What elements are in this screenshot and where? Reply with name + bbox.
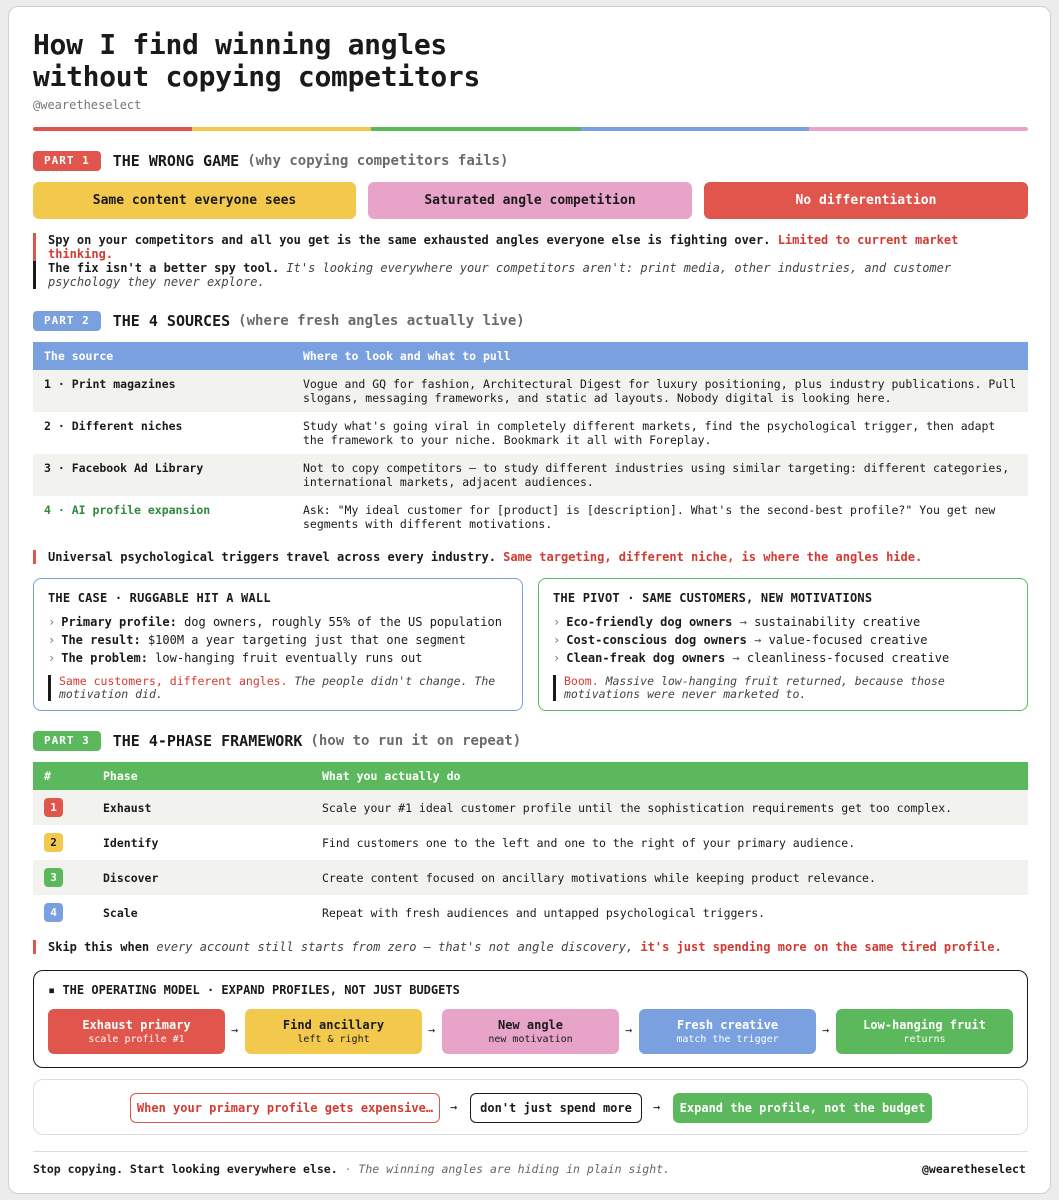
phase-number-badge: 4: [44, 903, 63, 922]
list-item: › Clean-freak dog owners → cleanliness-focused creative: [553, 651, 950, 665]
title-line-1: How I find winning angles: [33, 28, 447, 61]
phase-name: Scale: [103, 905, 138, 920]
sources-table-wrap: [33, 342, 1028, 538]
step-find-ancillary: Find ancillary left & right: [245, 1009, 422, 1054]
list-item: › Primary profile: dog owners, roughly 55% of the US population: [48, 615, 502, 629]
table-row: [33, 895, 1028, 930]
operating-model-title: ▪ THE OPERATING MODEL · EXPAND PROFILES, NOT JUST BUDGETS: [48, 983, 460, 997]
source-desc: Not to copy competitors — to study different industries using similar targeting: different categories, international markets, adjacent audiences.: [292, 454, 1028, 496]
source-name: 2 · Different niches: [44, 419, 183, 433]
pivot-box: [538, 578, 1028, 711]
phase-desc: Scale your #1 ideal customer profile until the sophistication requirements get too complex.: [311, 790, 1028, 825]
sources-col-source: The source: [44, 349, 114, 363]
step-fresh-creative: Fresh creative match the trigger: [639, 1009, 816, 1054]
phase-name: Discover: [92, 860, 311, 895]
fix-callout-italic: It's looking everywhere your competitors aren't: print media, other industries, and customer psychology they never explore.: [48, 261, 952, 289]
phase-desc: Repeat with fresh audiences and untapped psychological triggers.: [322, 905, 766, 920]
color-bar-green: [371, 127, 581, 131]
part1-pill: PART 1: [33, 151, 101, 171]
phases-col-what: What you actually do: [322, 769, 461, 783]
part1-callout: [33, 233, 1028, 261]
color-bar-yellow: [192, 127, 371, 131]
phase-desc: Create content focused on ancillary motivations while keeping product relevance.: [311, 860, 1028, 895]
problem-box-saturated: Saturated angle competition: [368, 182, 692, 219]
sources-table: [33, 342, 1028, 538]
pivot-quote: Boom. Massive low-hanging fruit returned, because those motivations were never marketed to.: [553, 675, 1013, 701]
flow-box-expand: Expand the profile, not the budget: [673, 1093, 932, 1123]
table-row: [33, 825, 1028, 860]
flow-box-expensive: When your primary profile gets expensive…: [130, 1093, 440, 1123]
color-bar: [33, 127, 1028, 131]
case-title: THE CASE · RUGGABLE HIT A WALL: [48, 591, 271, 605]
table-row: [33, 370, 1028, 412]
part2-pill: PART 2: [33, 311, 101, 331]
problem-box-no-differentiation: No differentiation: [704, 182, 1028, 219]
skip-callout: Skip this when every account still starts from zero — that's not angle discovery, it's just spending more on the same tired profile.: [33, 940, 1028, 954]
flow-box-dont-spend: don't just spend more: [470, 1093, 642, 1123]
table-row: [33, 860, 1028, 895]
list-item: › The result: $100M a year targeting just that one segment: [48, 633, 466, 647]
part1-header: [33, 150, 508, 172]
step-exhaust-primary: Exhaust primary scale profile #1: [48, 1009, 225, 1054]
page-title: [33, 29, 480, 93]
part2-title: THE 4 SOURCES: [112, 312, 231, 330]
part2-subtitle: (where fresh angles actually live): [238, 313, 525, 329]
part1-fix-callout: [33, 261, 1028, 289]
title-line-2: without copying competitors: [33, 60, 481, 93]
part2-callout-red: Same targeting, different niche, is where the angles hide.: [503, 550, 923, 564]
arrow-icon: →: [450, 1100, 458, 1114]
part1-title: THE WRONG GAME: [112, 152, 240, 170]
phase-number-badge: 1: [44, 798, 63, 817]
part2-callout-text: Universal psychological triggers travel across every industry.: [48, 550, 496, 564]
phases-col-phase: Phase: [103, 769, 138, 783]
footer-text: Stop copying. Start looking everywhere else. · The winning angles are hiding in plain sight.: [33, 1162, 670, 1176]
step-new-angle: New angle new motivation: [442, 1009, 619, 1054]
sources-header-row: [33, 342, 1028, 370]
part2-callout: [33, 550, 1028, 564]
table-row: [33, 496, 1028, 538]
color-bar-pink: [809, 127, 1028, 131]
list-item: › Eco-friendly dog owners → sustainability creative: [553, 615, 921, 629]
source-name: 1 · Print magazines: [33, 370, 292, 412]
part1-callout-red: Limited to current market thinking.: [48, 233, 959, 261]
summary-flow: [33, 1079, 1028, 1135]
color-bar-red: [33, 127, 192, 131]
pivot-title: THE PIVOT · SAME CUSTOMERS, NEW MOTIVATIONS: [553, 591, 873, 605]
phases-col-num: #: [44, 769, 51, 783]
case-box: [33, 578, 523, 711]
author-handle: @wearetheselect: [33, 98, 142, 112]
source-name: 4 · AI profile expansion: [44, 503, 211, 517]
table-row: [33, 412, 1028, 454]
phases-table: [33, 762, 1028, 930]
arrow-icon: →: [822, 1023, 830, 1037]
operating-model-box: [33, 970, 1028, 1068]
arrow-icon: →: [231, 1023, 239, 1037]
part1-subtitle: (why copying competitors fails): [247, 153, 509, 169]
source-desc: Study what's going viral in completely different markets, find the psychological trigger, then adapt the framework to your niche. Bookmark it all with Foreplay.: [303, 419, 996, 447]
sources-col-where: Where to look and what to pull: [303, 349, 511, 363]
part3-subtitle: (how to run it on repeat): [310, 733, 522, 749]
list-item: › The problem: low-hanging fruit eventually runs out: [48, 651, 423, 665]
part3-pill: PART 3: [33, 731, 101, 751]
phases-header-row: [33, 762, 1028, 790]
phase-name: Identify: [103, 835, 159, 850]
arrow-icon: →: [428, 1023, 436, 1037]
problem-box-same-content: Same content everyone sees: [33, 182, 356, 219]
color-bar-blue: [581, 127, 809, 131]
part1-callout-text: Spy on your competitors and all you get is the same exhausted angles everyone else is fighting over.: [48, 233, 771, 247]
source-desc: Vogue and GQ for fashion, Architectural Digest for luxury positioning, plus industry publications. Pull slogans, messaging frameworks, and static ad layouts. Nobody digital is looking here.: [292, 370, 1028, 412]
phase-desc: Find customers one to the left and one to the right of your primary audience.: [322, 835, 856, 850]
table-row: [33, 790, 1028, 825]
source-desc: Ask: "My ideal customer for [product] is [description]. What's the second-best profile?" You get new segments with different motivations.: [303, 503, 996, 531]
table-row: [33, 454, 1028, 496]
step-low-hanging-fruit: Low-hanging fruit returns: [836, 1009, 1013, 1054]
footer-divider: [33, 1151, 1028, 1152]
fix-callout-bold: The fix isn't a better spy tool.: [48, 261, 280, 275]
phases-table-wrap: [33, 762, 1028, 930]
source-name: 3 · Facebook Ad Library: [33, 454, 292, 496]
phase-number-badge: 2: [44, 833, 63, 852]
part2-header: [33, 310, 525, 332]
arrow-icon: →: [653, 1100, 661, 1114]
part3-title: THE 4-PHASE FRAMEWORK: [112, 732, 303, 750]
case-quote: Same customers, different angles. The people didn't change. The motivation did.: [48, 675, 508, 701]
list-item: › Cost-conscious dog owners → value-focused creative: [553, 633, 928, 647]
phase-name: Exhaust: [92, 790, 311, 825]
phase-number-badge: 3: [44, 868, 63, 887]
part3-header: [33, 730, 521, 752]
infographic-card: [8, 6, 1051, 1194]
arrow-icon: →: [625, 1023, 633, 1037]
footer-handle: @wearetheselect: [922, 1162, 1026, 1176]
